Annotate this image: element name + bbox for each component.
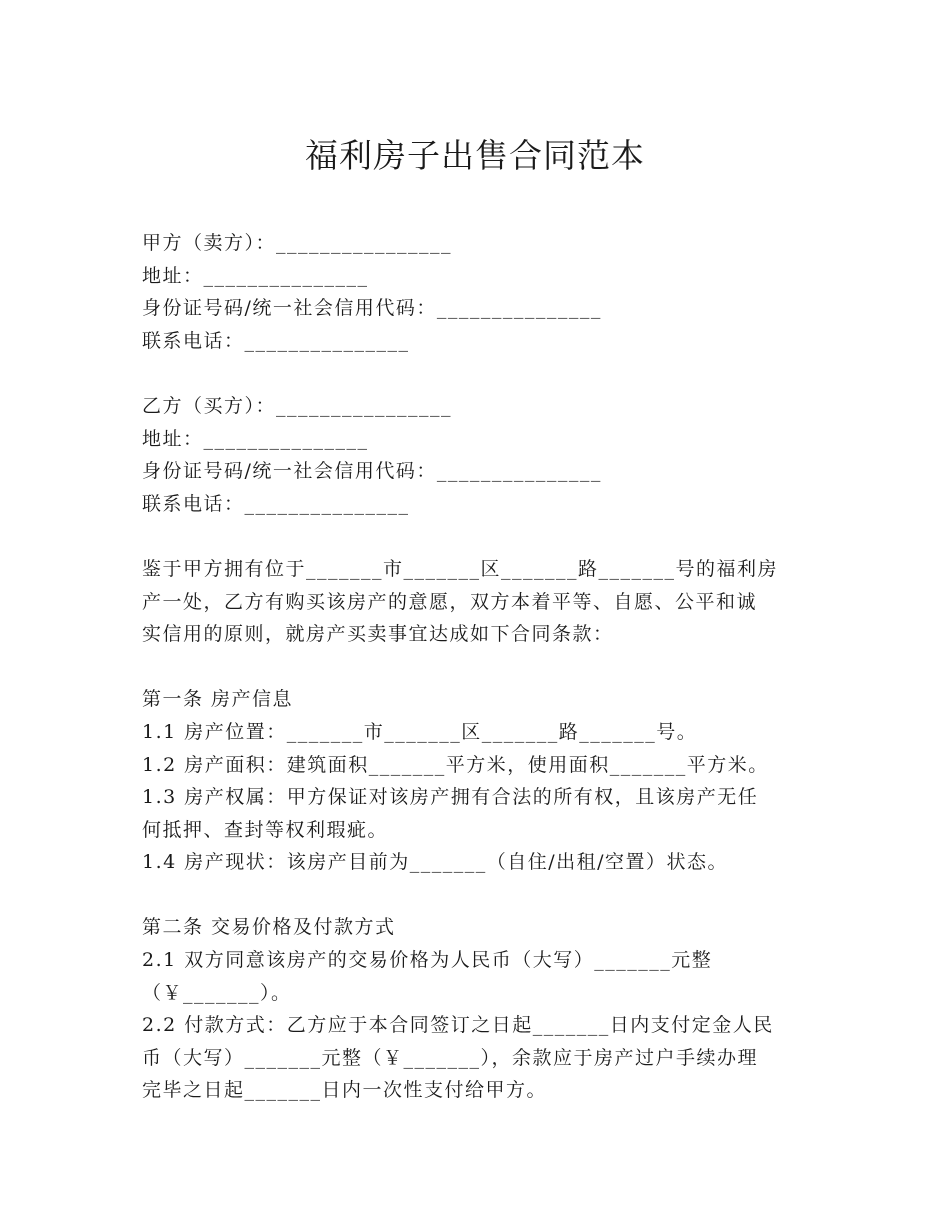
preamble-paragraph (142, 553, 812, 651)
party-a-name-line: 甲方（卖方）：________________ (142, 232, 453, 254)
article-2-line: 2.1 双方同意该房产的交易价格为人民币（大写）_______元整 (142, 949, 713, 972)
preamble-line: 实信用的原则，就房产买卖事宜达成如下合同条款： (142, 623, 614, 646)
article-1-line: 1.2 房产面积：建筑面积_______平方米，使用面积_______平方米。 (142, 753, 769, 776)
article-2-heading: 第二条 交易价格及付款方式 (142, 916, 396, 939)
article-1-section (142, 683, 812, 879)
party-a-address-line: 地址：_______________ (142, 264, 369, 287)
party-a-phone-line: 联系电话：_______________ (142, 329, 410, 352)
article-1-line: 1.3 房产权属：甲方保证对该房产拥有合法的所有权，且该房产无任 (142, 786, 759, 809)
party-a-section (142, 227, 812, 357)
spacer (142, 520, 812, 553)
party-b-name-line: 乙方（买方）：________________ (142, 394, 453, 417)
article-2-line: 币（大写）_______元整（￥_______），余款应于房产过户手续办理 (142, 1046, 759, 1069)
article-1-line: 1.1 房产位置：_______市_______区_______路_______号。 (142, 720, 698, 743)
preamble-line: 产一处，乙方有购买该房产的意愿，双方本着平等、自愿、公平和诚 (142, 590, 758, 613)
article-1-heading: 第一条 房产信息 (142, 688, 294, 711)
article-1-line: 1.4 房产现状：该房产目前为_______（自住/出租/空置）状态。 (142, 851, 729, 874)
party-b-section (142, 390, 812, 520)
document-body (142, 227, 812, 1107)
party-b-address-line: 地址：_______________ (142, 427, 369, 450)
article-2-line: 2.2 付款方式：乙方应于本合同签订之日起_______日内支付定金人民 (142, 1014, 774, 1037)
party-b-phone-line: 联系电话：_______________ (142, 492, 410, 515)
spacer (142, 651, 812, 684)
article-2-section (142, 911, 812, 1107)
document-title: 福利房子出售合同范本 (305, 136, 645, 175)
party-a-id-line: 身份证号码/统一社会信用代码：_______________ (142, 297, 602, 320)
article-1-line: 何抵押、查封等权利瑕疵。 (142, 818, 389, 841)
preamble-line: 鉴于甲方拥有位于_______市_______区_______路_______号的福利房 (142, 557, 779, 580)
article-2-line: 完毕之日起_______日内一次性支付给甲方。 (142, 1079, 548, 1102)
spacer (142, 879, 812, 912)
article-2-line: （￥_______）。 (142, 981, 292, 1004)
party-b-id-line: 身份证号码/统一社会信用代码：_______________ (142, 460, 602, 483)
spacer (142, 357, 812, 390)
